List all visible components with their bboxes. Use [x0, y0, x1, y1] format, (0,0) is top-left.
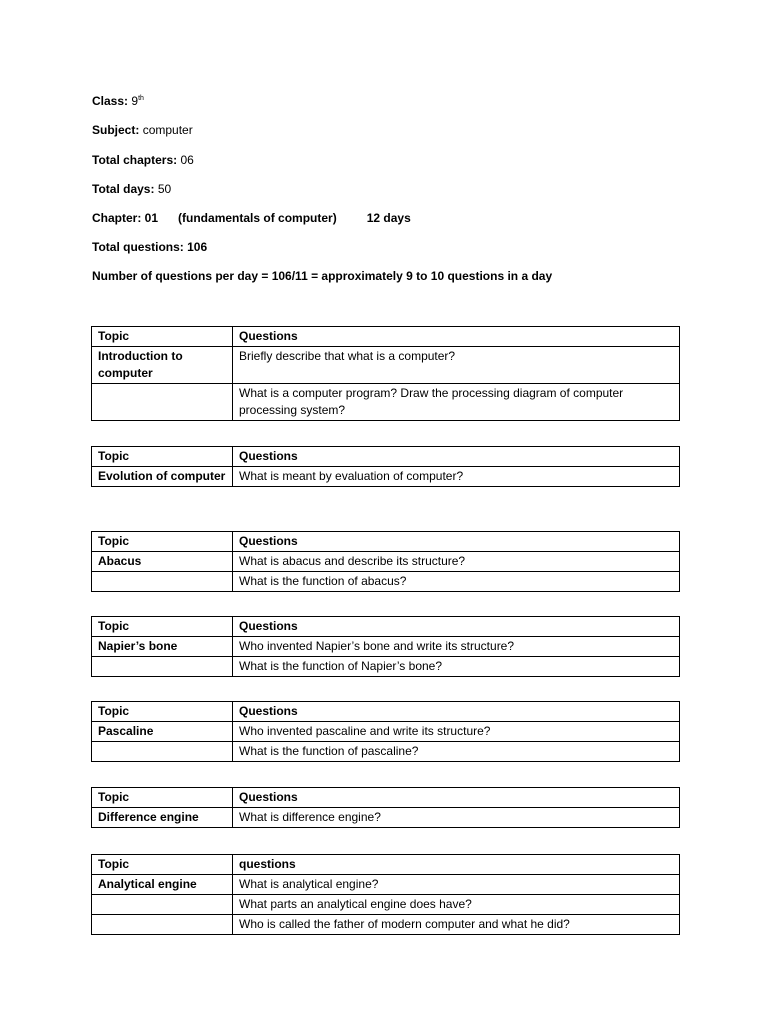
header-topic: Topic	[92, 855, 233, 875]
table-header-row	[92, 702, 680, 722]
header-topic: Topic	[92, 327, 233, 347]
class-suffix: th	[138, 95, 144, 102]
per-day-label: Number of questions per day = 106/11 = approximately 9 to 10 questions in a day	[92, 269, 553, 283]
days-label: Total days:	[92, 182, 155, 196]
header-questions: Questions	[233, 617, 680, 637]
topic-cell: Difference engine	[92, 808, 233, 828]
topic-cell: Abacus	[92, 552, 233, 572]
question-cell: What is difference engine?	[233, 808, 680, 828]
question-cell: What is abacus and describe its structure?	[233, 552, 680, 572]
header-topic: Topic	[92, 788, 233, 808]
question-cell: What is meant by evaluation of computer?	[233, 467, 680, 487]
subject-value: computer	[142, 123, 193, 137]
header-questions: Questions	[233, 788, 680, 808]
topic-cell	[92, 657, 233, 677]
question-cell: What is the function of pascaline?	[233, 742, 680, 762]
question-cell: Briefly describe that what is a computer?	[233, 347, 680, 384]
table-header-row	[92, 327, 680, 347]
table-row	[92, 722, 680, 742]
topic-table-difference-engine	[91, 787, 680, 828]
topic-cell	[92, 742, 233, 762]
header-questions: Questions	[233, 327, 680, 347]
question-cell: What parts an analytical engine does have?	[233, 895, 680, 915]
header-topic: Topic	[92, 532, 233, 552]
days-value: 50	[157, 182, 172, 196]
chapters-label: Total chapters:	[92, 153, 178, 167]
topic-table-napiers-bone	[91, 616, 680, 677]
topic-cell: Pascaline	[92, 722, 233, 742]
table-row	[92, 808, 680, 828]
table-row	[92, 347, 680, 384]
table-row	[92, 657, 680, 677]
days-line	[92, 181, 171, 197]
table-row	[92, 915, 680, 935]
topic-cell	[92, 895, 233, 915]
chapter-title: (fundamentals of computer)	[178, 211, 337, 225]
question-cell: What is a computer program? Draw the processing diagram of computer processing system?	[233, 384, 680, 421]
topic-table-analytical-engine	[91, 854, 680, 935]
chapter-days: 12 days	[366, 211, 411, 225]
chapters-line	[92, 152, 194, 168]
subject-label: Subject:	[92, 123, 140, 137]
per-day-line	[92, 268, 552, 284]
header-questions: Questions	[233, 532, 680, 552]
table-header-row	[92, 788, 680, 808]
topic-cell: Introduction to computer	[92, 347, 233, 384]
topic-table-pascaline	[91, 701, 680, 762]
question-cell: What is analytical engine?	[233, 875, 680, 895]
table-header-row	[92, 855, 680, 875]
header-questions: questions	[233, 855, 680, 875]
topic-cell	[92, 915, 233, 935]
table-row	[92, 467, 680, 487]
question-cell: What is the function of Napier’s bone?	[233, 657, 680, 677]
header-topic: Topic	[92, 702, 233, 722]
subject-line	[92, 122, 193, 138]
topic-table-evolution	[91, 446, 680, 487]
question-cell: Who invented Napier’s bone and write its structure?	[233, 637, 680, 657]
table-header-row	[92, 447, 680, 467]
topic-cell: Analytical engine	[92, 875, 233, 895]
header-topic: Topic	[92, 617, 233, 637]
header-questions: Questions	[233, 447, 680, 467]
question-cell: Who is called the father of modern computer and what he did?	[233, 915, 680, 935]
total-questions-line	[92, 239, 207, 255]
question-cell: What is the function of abacus?	[233, 572, 680, 592]
class-value: 9	[131, 94, 139, 108]
class-label: Class:	[92, 94, 129, 108]
table-row	[92, 895, 680, 915]
total-questions-label: Total questions: 106	[92, 240, 208, 254]
class-line	[92, 93, 144, 109]
header-questions: Questions	[233, 702, 680, 722]
table-header-row	[92, 532, 680, 552]
table-row	[92, 572, 680, 592]
topic-cell	[92, 384, 233, 421]
topic-cell	[92, 572, 233, 592]
table-header-row	[92, 617, 680, 637]
topic-cell: Napier’s bone	[92, 637, 233, 657]
question-cell: Who invented pascaline and write its structure?	[233, 722, 680, 742]
table-row	[92, 384, 680, 421]
chapter-line	[92, 210, 411, 226]
table-row	[92, 637, 680, 657]
topic-table-introduction	[91, 326, 680, 421]
table-row	[92, 552, 680, 572]
chapters-value: 06	[180, 153, 194, 167]
topic-cell: Evolution of computer	[92, 467, 233, 487]
topic-table-abacus	[91, 531, 680, 592]
chapter-label: Chapter: 01	[92, 211, 159, 225]
table-row	[92, 742, 680, 762]
table-row	[92, 875, 680, 895]
header-topic: Topic	[92, 447, 233, 467]
